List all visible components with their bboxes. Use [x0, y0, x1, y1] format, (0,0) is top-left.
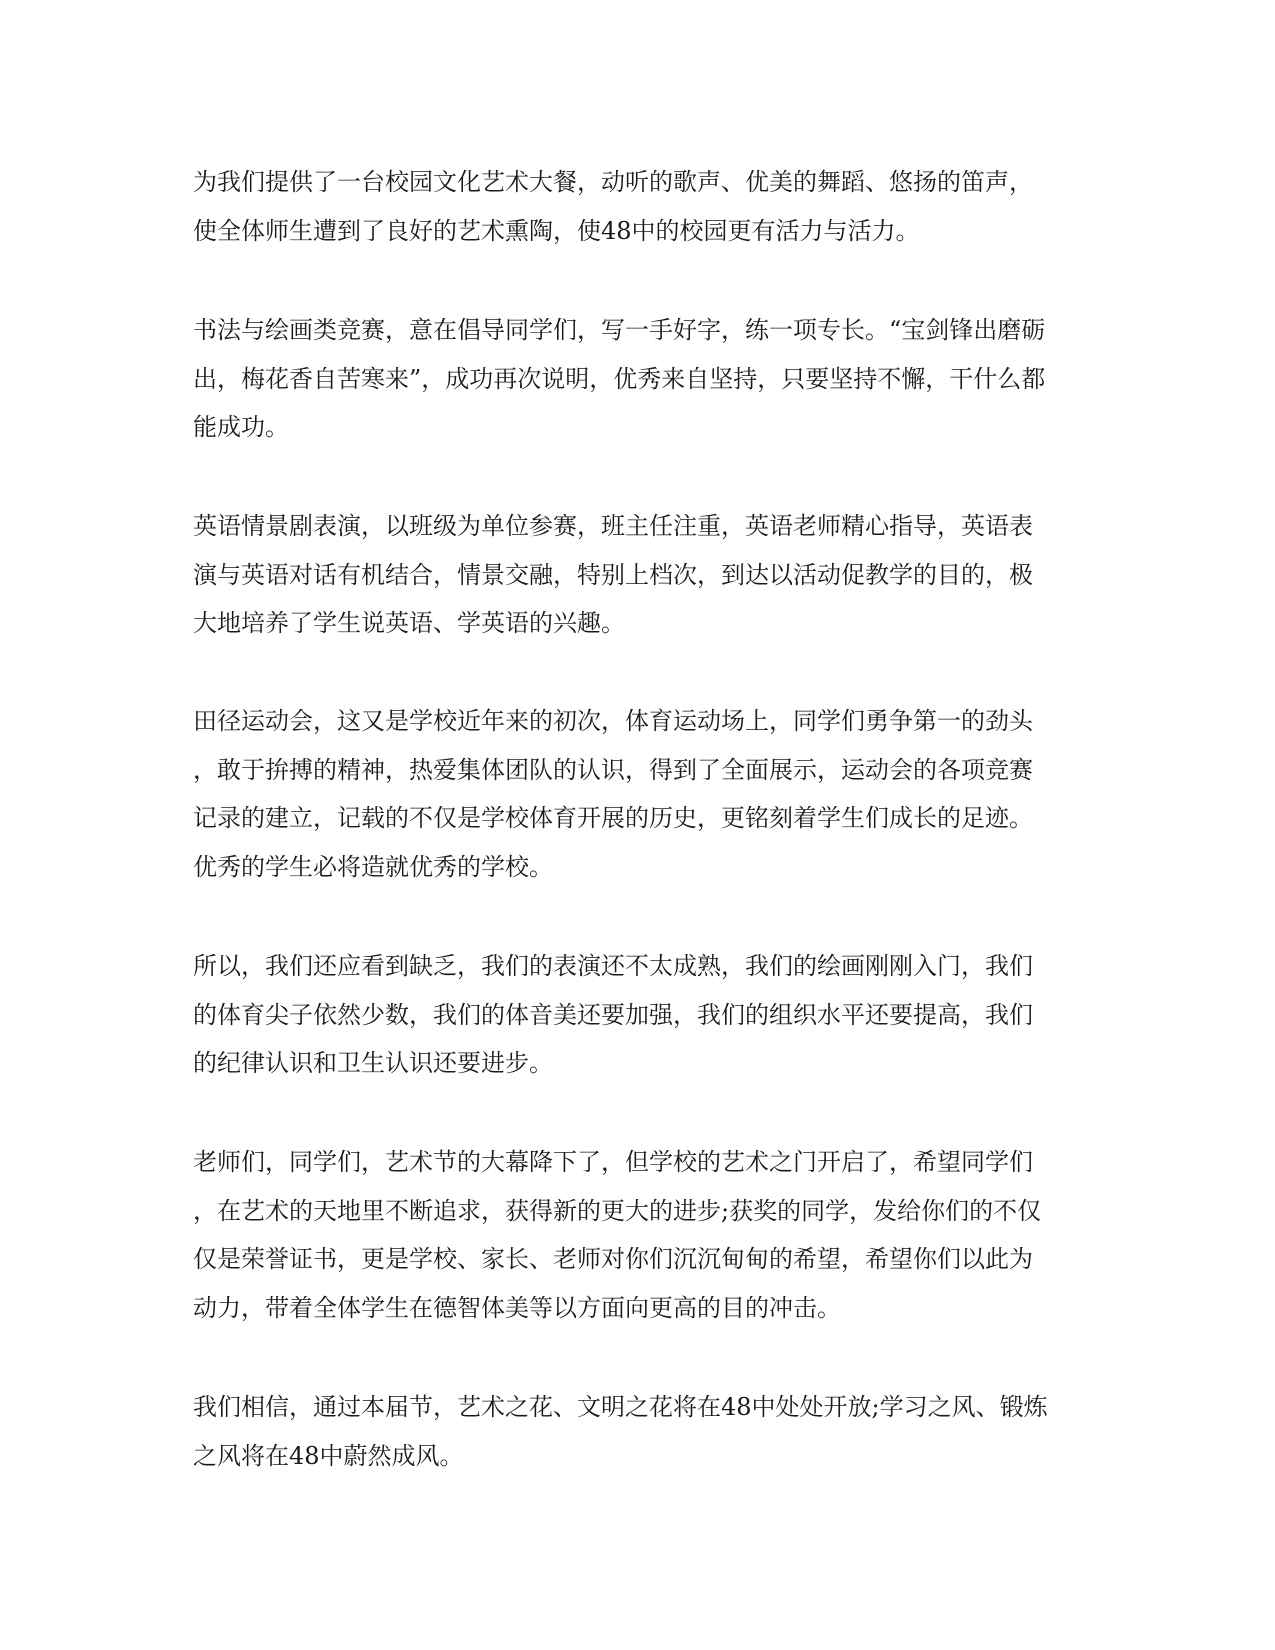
paragraph-sports-meet: [193, 697, 1093, 891]
text-line: 我们相信，通过本届节，艺术之花、文明之花将在48中处处开放;学习之风、锻炼: [193, 1393, 1048, 1421]
text-line: 演与英语对话有机结合，情景交融，特别上档次，到达以活动促教学的目的，极: [193, 560, 1033, 589]
text-line: 所以，我们还应看到缺乏，我们的表演还不太成熟，我们的绘画刚刚入门，我们: [193, 952, 1033, 980]
paragraph-address-to-teachers-students: [193, 1138, 1093, 1332]
text-line: 动力，带着全体学生在德智体美等以方面向更高的目的冲击。: [193, 1293, 841, 1322]
text-line: 仅是荣誉证书，更是学校、家长、老师对你们沉沉甸甸的希望，希望你们以此为: [193, 1245, 1033, 1273]
text-line: ，在艺术的天地里不断追求，获得新的更大的进步;获奖的同学，发给你们的不仅: [193, 1196, 1042, 1225]
text-line: 优秀的学生必将造就优秀的学校。: [193, 852, 553, 881]
text-line: 大地培养了学生说英语、学英语的兴趣。: [193, 609, 625, 637]
text-line: 记录的建立，记载的不仅是学校体育开展的历史，更铭刻着学生们成长的足迹。: [193, 804, 1033, 832]
text-line: ，敢于拚搏的精神，热爱集体团队的认识，得到了全面展示，运动会的各项竞赛: [193, 755, 1033, 784]
paragraph-calligraphy-painting: [193, 306, 1093, 452]
text-line: 之风将在48中蔚然成风。: [193, 1441, 464, 1470]
text-line: 能成功。: [193, 413, 289, 441]
text-line: 英语情景剧表演，以班级为单位参赛，班主任注重，英语老师精心指导，英语表: [193, 512, 1033, 540]
text-line: 田径运动会，这又是学校近年来的初次，体育运动场上，同学们勇争第一的劲头: [193, 707, 1033, 735]
paragraph-english-drama: [193, 502, 1093, 648]
paragraph-closing: [193, 1383, 1093, 1480]
text-line: 老师们，同学们，艺术节的大幕降下了，但学校的艺术之门开启了，希望同学们: [193, 1148, 1033, 1176]
text-line: 的体育尖子依然少数，我们的体音美还要加强，我们的组织水平还要提高，我们: [193, 1000, 1033, 1029]
paragraph-art-festival-performances: [193, 158, 1093, 255]
text-line: 的纪律认识和卫生认识还要进步。: [193, 1049, 553, 1077]
text-line: 书法与绘画类竞赛，意在倡导同学们，写一手好字，练一项专长。“宝剑锋出磨砺: [193, 316, 1046, 344]
text-line: 出，梅花香自苦寒来”，成功再次说明，优秀来自坚持，只要坚持不懈，干什么都: [193, 364, 1046, 393]
text-line: 为我们提供了一台校园文化艺术大餐，动听的歌声、优美的舞蹈、悠扬的笛声，: [193, 168, 1033, 196]
text-line: 使全体师生遭到了良好的艺术熏陶，使48中的校园更有活力与活力。: [193, 216, 920, 245]
paragraph-shortcomings: [193, 942, 1093, 1088]
